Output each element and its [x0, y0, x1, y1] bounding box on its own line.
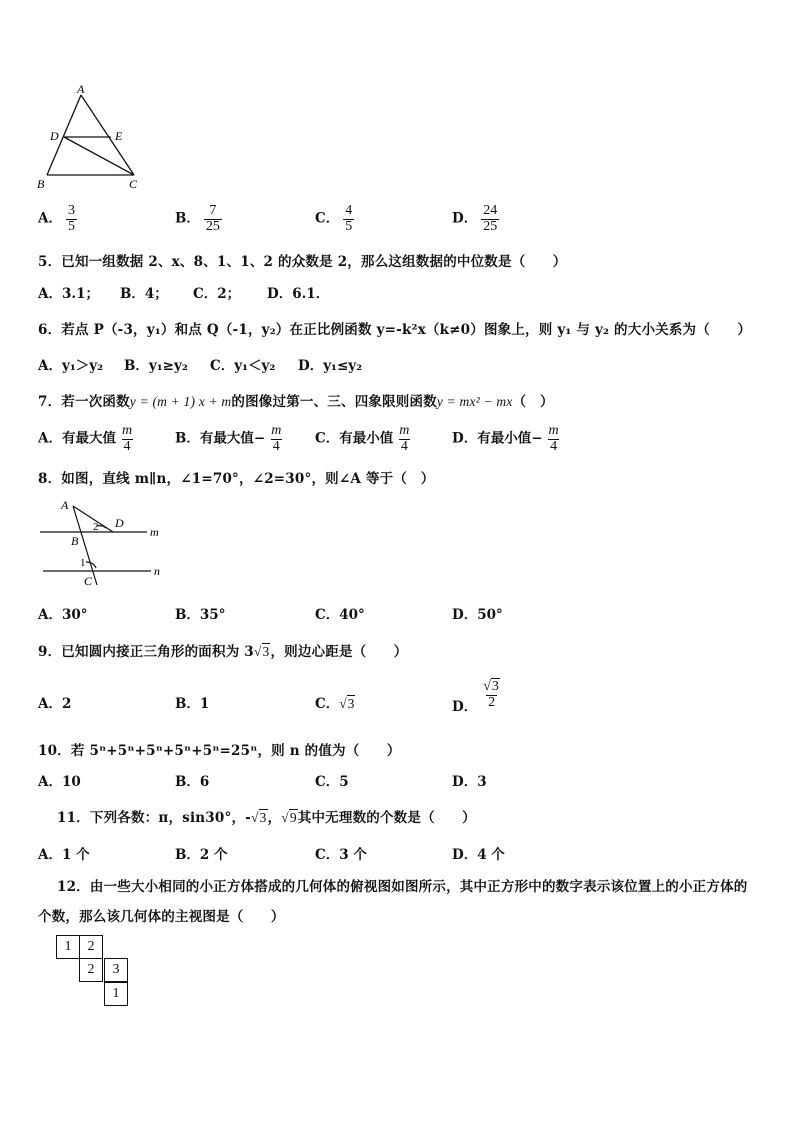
q9-option-a[interactable]: A．2 — [38, 696, 72, 712]
q4-option-c[interactable]: C． $\frac{4}{5}$ — [315, 203, 353, 234]
triangle-figure-q4 — [35, 82, 145, 192]
q6-option-d[interactable]: D．y₁≤y₂ — [298, 358, 363, 374]
label-angle-1: 1 — [80, 557, 86, 569]
q10-option-b[interactable]: B．6 — [175, 774, 210, 790]
label-d: D — [115, 516, 124, 530]
grid-cell: 1 — [104, 982, 128, 1006]
q8-option-c[interactable]: C．40° — [315, 607, 365, 623]
grid-cell: 1 — [56, 935, 80, 959]
q7-option-a[interactable]: A．有最大值 $\frac{m}{4}$ — [38, 423, 133, 454]
grid-cell: 3 — [104, 958, 128, 982]
q5-option-a[interactable]: A．3.1； — [38, 286, 99, 302]
label-m: m — [150, 525, 159, 539]
q11-option-c[interactable]: C．3 个 — [315, 847, 367, 863]
q9-stem: 9．已知圆内接正三角形的面积为 3√3，则边心距是（ ） — [38, 644, 408, 660]
q8-stem: 8．如图，直线 m∥n，∠1=70°，∠2=30°，则∠A 等于（ ） — [38, 471, 435, 487]
q9-option-d[interactable]: D． $\frac{√3}{2}$ — [452, 679, 499, 715]
q9-option-c[interactable]: C．√3 — [315, 696, 355, 712]
label-c: C — [129, 177, 138, 191]
q5-stem: 5．已知一组数据 2、x、8、1、1、2 的众数是 2，那么这组数据的中位数是（ ） — [38, 254, 567, 270]
label-c: C — [84, 574, 93, 588]
q7-formula-quadratic: y = mx² − mx — [436, 394, 513, 409]
label-angle-2: 2 — [93, 521, 99, 533]
grid-cell: 2 — [79, 958, 103, 982]
q10-option-c[interactable]: C．5 — [315, 774, 349, 790]
q9-sqrt: √3 — [253, 644, 270, 659]
label-a: A — [77, 82, 85, 96]
q6-stem: 6．若点 P（-3，y₁）和点 Q（-1，y₂）在正比例函数 y=-k²x（k≠0）图象上，则 y₁ 与 y₂ 的大小关系为（ ） — [38, 322, 752, 338]
q7-option-b[interactable]: B．有最大值− $\frac{m}{4}$ — [175, 423, 282, 454]
q9-option-b[interactable]: B．1 — [175, 696, 210, 712]
q4-option-d[interactable]: D． $\frac{24}{25}$ — [452, 203, 498, 234]
q11-option-d[interactable]: D．4 个 — [452, 847, 505, 863]
q7-formula-linear: y = (m + 1) x + m — [129, 394, 232, 409]
q10-option-d[interactable]: D．3 — [452, 774, 487, 790]
q10-option-a[interactable]: A．10 — [38, 774, 81, 790]
q7-stem: 7．若一次函数y = (m + 1) x + m的图像过第一、三、四象限则函数y = mx² − mx（ ） — [38, 394, 554, 410]
q10-stem: 10．若 5ⁿ+5ⁿ+5ⁿ+5ⁿ+5ⁿ=25ⁿ，则 n 的值为（ ） — [38, 743, 401, 759]
label-e: E — [115, 129, 123, 143]
q6-option-a[interactable]: A．y₁＞y₂ — [38, 358, 103, 374]
q5-option-d[interactable]: D．6.1． — [267, 286, 330, 302]
q8-option-a[interactable]: A．30° — [38, 607, 88, 623]
q5-option-b[interactable]: B．4； — [120, 286, 168, 302]
q6-option-c[interactable]: C．y₁＜y₂ — [210, 358, 276, 374]
q8-option-b[interactable]: B．35° — [175, 607, 226, 623]
q8-option-d[interactable]: D．50° — [452, 607, 503, 623]
q4-option-b[interactable]: B． $\frac{7}{25}$ — [175, 203, 220, 234]
q5-option-c[interactable]: C．2； — [193, 286, 241, 302]
segment-dc — [64, 137, 134, 175]
q7-option-d[interactable]: D．有最小值− $\frac{m}{4}$ — [452, 423, 559, 454]
q12-stem-line2: 个数，那么该几何体的主视图是（ ） — [38, 909, 285, 925]
q6-option-b[interactable]: B．y₁≥y₂ — [124, 358, 188, 374]
parallel-lines-figure-q8 — [35, 495, 175, 590]
label-b: B — [71, 534, 79, 548]
q11-stem: 11．下列各数：π，sin30°，-√3，√9其中无理数的个数是（ ） — [57, 810, 476, 826]
q12-stem-line1: 12．由一些大小相同的小正方体搭成的几何体的俯视图如图所示，其中正方形中的数字表示该位置上的小正方体的 — [57, 879, 748, 895]
label-n: n — [154, 564, 160, 578]
q4-option-a[interactable]: A． $\frac{3}{5}$ — [38, 203, 75, 234]
q7-option-c[interactable]: C．有最小值 $\frac{m}{4}$ — [315, 423, 410, 454]
label-a: A — [61, 498, 69, 512]
q11-option-b[interactable]: B．2 个 — [175, 847, 228, 863]
label-b: B — [37, 177, 45, 191]
grid-cell: 2 — [79, 935, 103, 959]
q11-option-a[interactable]: A．1 个 — [38, 847, 90, 863]
label-d: D — [50, 129, 59, 143]
side-ac — [81, 95, 134, 175]
